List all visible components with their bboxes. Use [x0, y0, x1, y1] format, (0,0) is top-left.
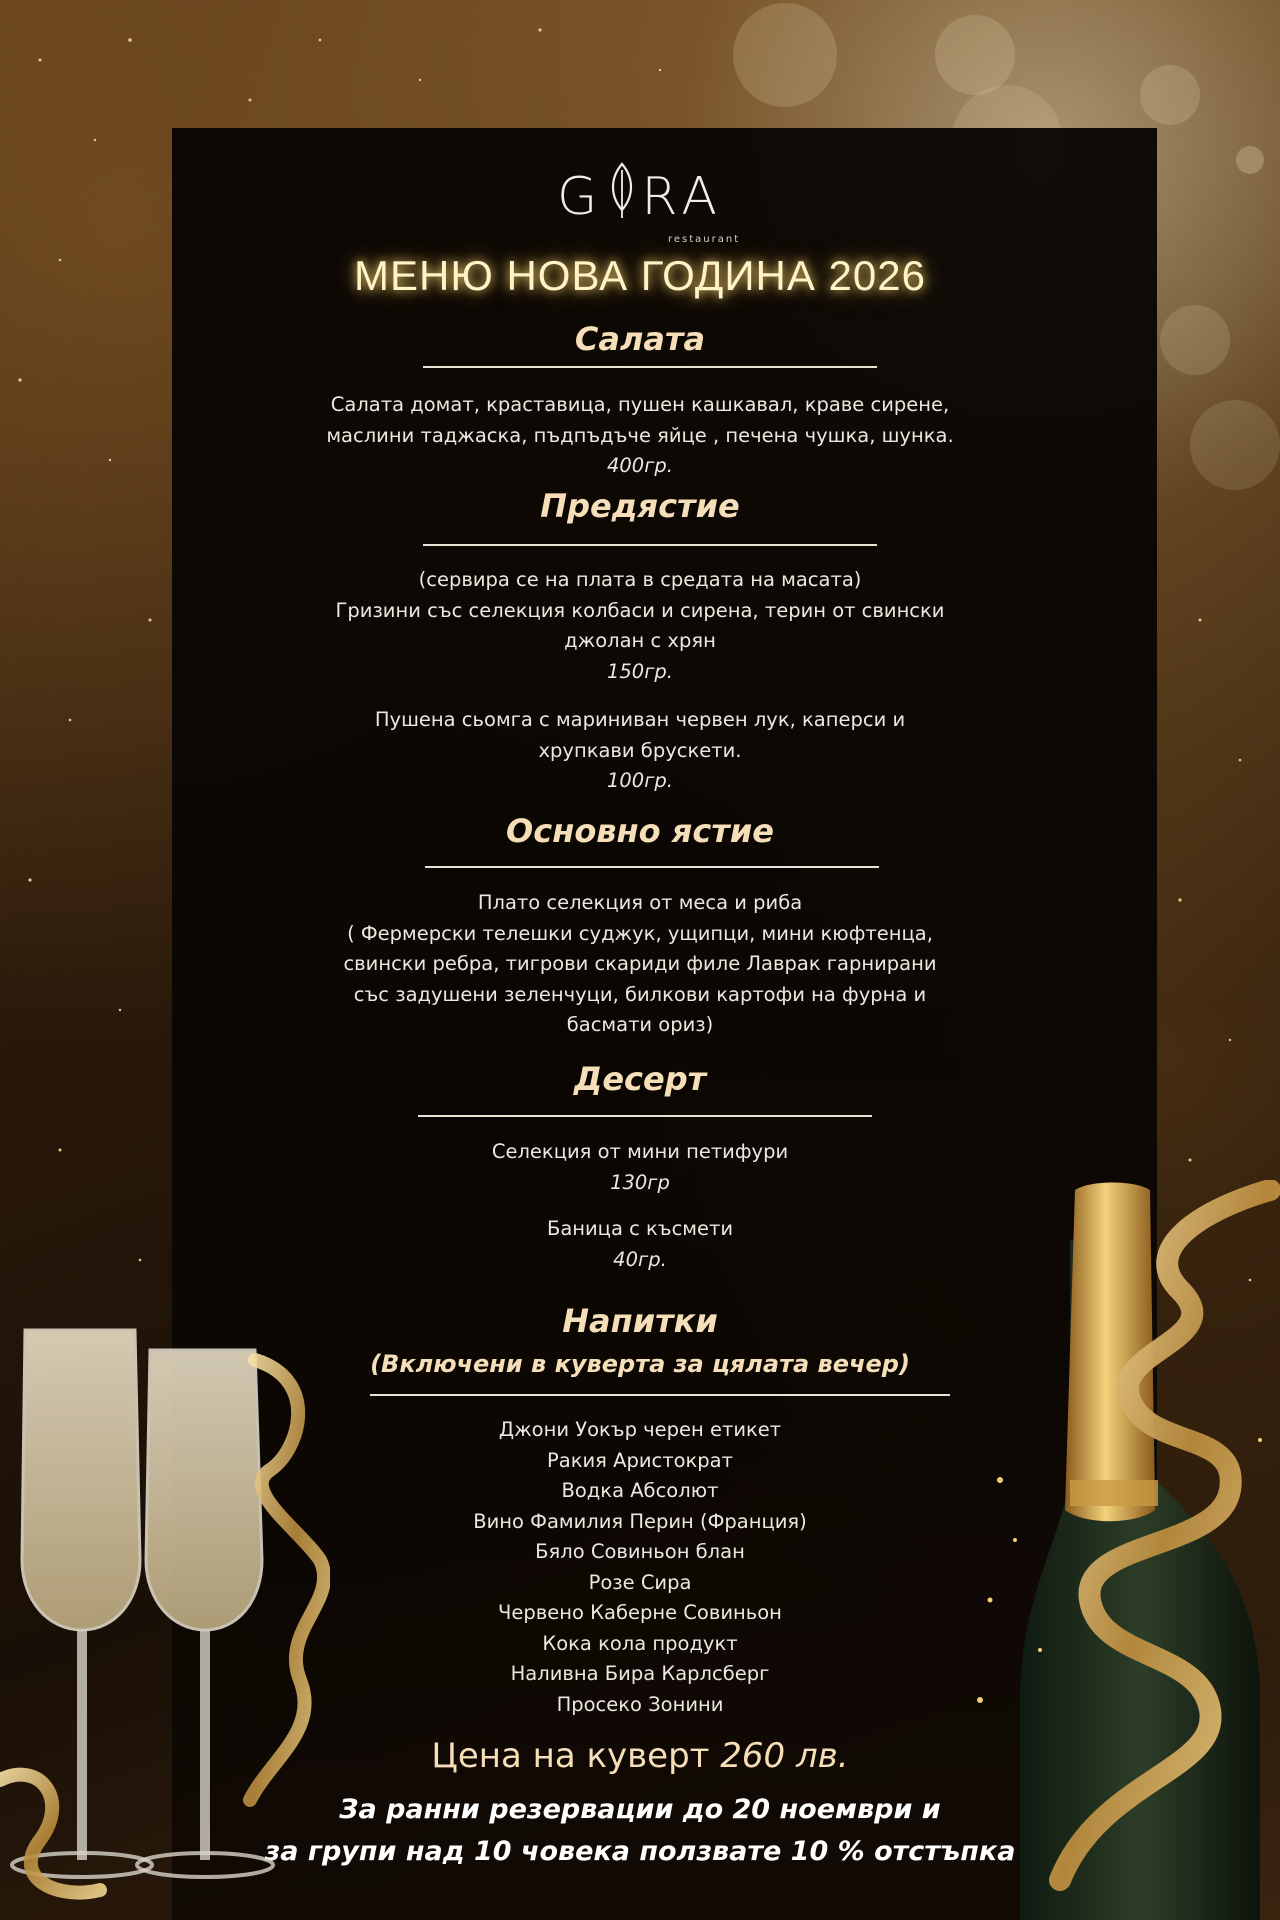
item-line: свински ребра, тигрови скариди филе Лаврак гарнирани [343, 952, 937, 975]
divider-salad [423, 366, 877, 368]
item-weight: 130гр [610, 1170, 670, 1194]
menu-item-main-platter [320, 888, 960, 1041]
item-weight: 150гр. [606, 659, 674, 683]
section-heading-dessert: Десерт [573, 1060, 707, 1098]
item-weight: 40гр. [613, 1247, 667, 1271]
logo-text-right: RA [641, 167, 723, 227]
item-line: Селекция от мини петифури [491, 1140, 789, 1163]
item-line: маслини таджаска, пъдпъдъче яйце , печена чушка, шунка. [326, 423, 954, 447]
item-line: хрупкави брускети. [538, 738, 742, 762]
list-item: Водка Абсолют [561, 1479, 719, 1502]
menu-item-starter-platter [320, 565, 960, 687]
section-heading-starter: Предястие [540, 487, 740, 525]
divider-main [425, 866, 879, 868]
list-item: Ракия Аристократ [547, 1448, 733, 1472]
price-label: Цена на куверт [431, 1736, 710, 1776]
item-line: със задушени зеленчуци, билкови картофи на фурна и [353, 982, 927, 1006]
list-item: Розе Сира [588, 1570, 692, 1594]
item-line: Пушена сьомга с мариниван червен лук, каперси и [374, 708, 906, 731]
item-line: Гризини със селекция колбаси и сирена, терин от свински [335, 598, 945, 622]
promo-line-2: за групи над 10 човека ползвате 10 % отстъпка [264, 1836, 1016, 1867]
item-weight: 400гр. [606, 454, 674, 477]
list-item: Червено Каберне Совиньон [498, 1601, 782, 1624]
cover-price [0, 1736, 1280, 1776]
list-item: Бяло Совиньон блан [535, 1540, 745, 1563]
item-line: ( Фермерски телешки суджук, ущипци, мини кюфтенца, [347, 921, 933, 945]
menu-item-dessert-banitsa [320, 1214, 960, 1275]
section-heading-salad: Салата [574, 320, 706, 358]
item-line: Баница с късмети [546, 1217, 734, 1240]
list-item: Джони Уокър черен етикет [498, 1418, 782, 1441]
logo-subtitle: restaurant [668, 234, 741, 245]
drinks-list [320, 1415, 960, 1720]
item-line: Плато селекция от меса и риба [477, 891, 803, 914]
item-line: (сервира се на плата в средата на масата) [418, 568, 862, 591]
divider-dessert [418, 1115, 872, 1117]
section-heading-main: Основно ястие [506, 812, 774, 850]
logo-text-left: G [557, 167, 604, 227]
list-item: Кока кола продукт [542, 1631, 738, 1655]
promo-line-1: За ранни резервации до 20 ноември и [339, 1794, 941, 1825]
menu-item-starter-salmon [320, 705, 960, 797]
section-heading-drinks: Напитки [562, 1302, 718, 1340]
restaurant-logo [0, 160, 1280, 245]
divider-starter [423, 544, 877, 546]
divider-drinks [370, 1394, 950, 1396]
menu-item-dessert-petitfours [320, 1137, 960, 1198]
leaf-logo-icon [607, 160, 637, 220]
item-line: басмати ориз) [566, 1013, 714, 1036]
list-item: Наливна Бира Карлсберг [510, 1662, 770, 1685]
item-line: джолан с хрян [564, 629, 716, 652]
item-weight: 100гр. [606, 769, 674, 792]
menu-title: МЕНЮ НОВА ГОДИНА 2026 [354, 252, 926, 299]
price-amount: 260 лв. [720, 1736, 849, 1776]
list-item: Вино Фамилия Перин (Франция) [473, 1509, 807, 1533]
list-item: Просеко Зонини [556, 1692, 724, 1716]
section-subheading-drinks: (Включени в куверта за цялата вечер) [370, 1350, 910, 1378]
item-line: Салата домат, краставица, пушен кашкавал, краве сирене, [330, 393, 950, 416]
menu-item-salad [300, 390, 980, 482]
